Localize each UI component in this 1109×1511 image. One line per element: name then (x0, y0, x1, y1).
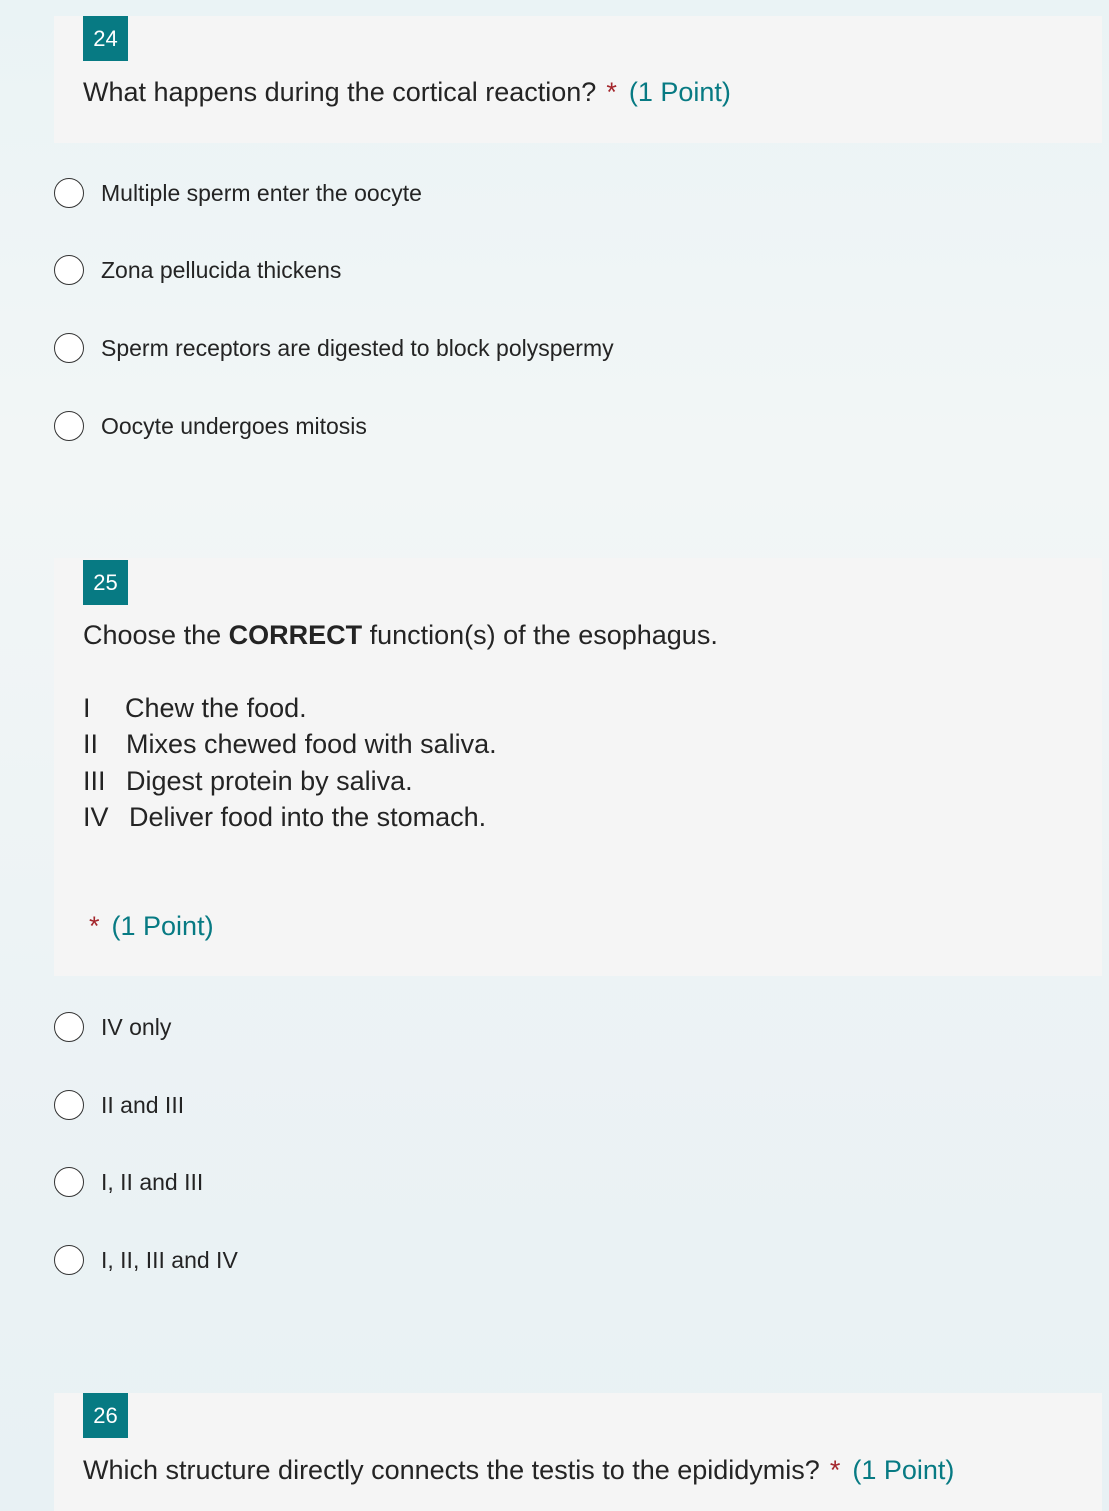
option-label: Oocyte undergoes mitosis (101, 412, 367, 439)
question-points-line (89, 911, 1092, 942)
option-25-1[interactable] (54, 1010, 171, 1044)
question-text: What happens during the cortical reaction? (83, 77, 597, 107)
statement-text: Digest protein by saliva. (126, 766, 413, 796)
option-label: IV only (101, 1013, 172, 1040)
question-number: 24 (83, 16, 128, 61)
statement-4 (83, 802, 486, 833)
statement-text: Chew the food. (125, 693, 307, 723)
statement-numeral: III (83, 766, 106, 796)
radio-unselected-icon[interactable] (54, 255, 84, 285)
option-label: Sperm receptors are digested to block polyspermy (101, 334, 614, 361)
points-label: (1 Point) (628, 77, 731, 107)
question-text-prefix: Choose the (83, 620, 229, 650)
question-number: 25 (83, 560, 128, 605)
question-title (83, 1455, 1092, 1486)
option-24-2[interactable] (54, 253, 341, 287)
option-24-1[interactable] (54, 176, 422, 210)
question-title (83, 620, 1092, 651)
question-text-bold: CORRECT (228, 620, 363, 650)
radio-unselected-icon[interactable] (54, 1245, 84, 1275)
radio-unselected-icon[interactable] (54, 1090, 84, 1120)
statement-numeral: IV (83, 802, 109, 832)
radio-unselected-icon[interactable] (54, 1167, 84, 1197)
radio-unselected-icon[interactable] (54, 411, 84, 441)
points-label: (1 Point) (852, 1455, 955, 1485)
option-label: I, II and III (101, 1168, 204, 1195)
option-24-3[interactable] (54, 331, 614, 365)
statement-1 (83, 693, 307, 724)
question-26-header (54, 1393, 1102, 1511)
question-24-header (54, 16, 1102, 143)
question-25-header (54, 558, 1102, 976)
option-label: II and III (101, 1091, 185, 1118)
radio-unselected-icon[interactable] (54, 1012, 84, 1042)
radio-unselected-icon[interactable] (54, 178, 84, 208)
question-number: 26 (83, 1393, 128, 1438)
option-label: I, II, III and IV (101, 1246, 238, 1273)
statement-numeral: II (83, 729, 99, 759)
question-text: Which structure directly connects the testis to the epididymis? (83, 1455, 820, 1485)
question-title (83, 77, 1092, 108)
option-25-3[interactable] (54, 1165, 203, 1199)
radio-unselected-icon[interactable] (54, 333, 84, 363)
statement-2 (83, 729, 497, 760)
required-asterisk: * (829, 1455, 841, 1485)
statement-text: Mixes chewed food with saliva. (126, 729, 497, 759)
statement-text: Deliver food into the stomach. (129, 802, 487, 832)
question-text-suffix: function(s) of the esophagus. (362, 620, 718, 650)
option-label: Zona pellucida thickens (101, 256, 342, 283)
statement-numeral: I (83, 693, 91, 723)
option-25-4[interactable] (54, 1243, 238, 1277)
required-asterisk: * (606, 77, 617, 107)
required-asterisk: * (89, 911, 100, 941)
option-25-2[interactable] (54, 1088, 184, 1122)
option-24-4[interactable] (54, 409, 367, 443)
option-label: Multiple sperm enter the oocyte (101, 179, 422, 206)
points-label: (1 Point) (111, 911, 214, 941)
statement-3 (83, 766, 413, 797)
